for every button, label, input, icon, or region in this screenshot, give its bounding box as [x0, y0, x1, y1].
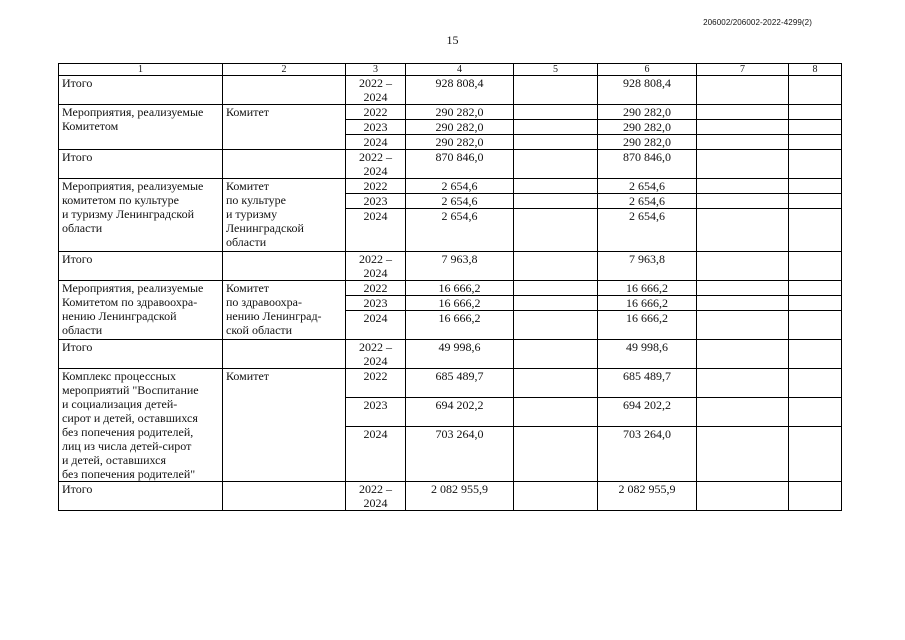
amount-cell: 2 654,6 — [598, 209, 697, 252]
empty-cell — [789, 340, 842, 369]
empty-cell — [697, 311, 789, 340]
empty-cell — [697, 76, 789, 105]
empty-cell — [697, 369, 789, 398]
empty-cell — [514, 296, 598, 311]
empty-cell — [514, 369, 598, 398]
empty-cell — [223, 252, 346, 281]
empty-cell — [223, 150, 346, 179]
empty-cell — [514, 194, 598, 209]
empty-cell — [223, 340, 346, 369]
amount-cell: 2 654,6 — [406, 194, 514, 209]
year-cell: 2022 — [346, 369, 406, 398]
year-cell: 2023 — [346, 194, 406, 209]
amount-cell: 290 282,0 — [406, 135, 514, 150]
period-cell: 2022 – 2024 — [346, 340, 406, 369]
period-cell: 2022 – 2024 — [346, 76, 406, 105]
amount-cell: 703 264,0 — [598, 427, 697, 482]
data-row — [59, 369, 842, 398]
empty-cell — [789, 281, 842, 296]
total-label: Итого — [59, 252, 223, 281]
column-header: 2 — [223, 64, 346, 76]
year-cell: 2023 — [346, 296, 406, 311]
empty-cell — [697, 427, 789, 482]
amount-cell: 290 282,0 — [406, 120, 514, 135]
empty-cell — [514, 179, 598, 194]
empty-cell — [789, 120, 842, 135]
amount-cell: 49 998,6 — [598, 340, 697, 369]
empty-cell — [514, 209, 598, 252]
amount-cell: 870 846,0 — [598, 150, 697, 179]
total-row — [59, 340, 842, 369]
activity-name: Мероприятия, реализуемые Комитетом по здравоохра- нению Ленинградской области — [59, 281, 223, 340]
amount-cell: 16 666,2 — [406, 296, 514, 311]
amount-cell: 694 202,2 — [598, 398, 697, 427]
amount-cell: 290 282,0 — [406, 105, 514, 120]
total-label: Итого — [59, 340, 223, 369]
empty-cell — [697, 296, 789, 311]
executor-name: Комитет — [223, 105, 346, 150]
empty-cell — [789, 150, 842, 179]
total-row — [59, 482, 842, 511]
empty-cell — [514, 252, 598, 281]
data-row — [59, 105, 842, 120]
empty-cell — [514, 427, 598, 482]
empty-cell — [697, 209, 789, 252]
amount-cell: 49 998,6 — [406, 340, 514, 369]
empty-cell — [697, 252, 789, 281]
amount-cell: 2 082 955,9 — [598, 482, 697, 511]
empty-cell — [697, 135, 789, 150]
period-cell: 2022 – 2024 — [346, 252, 406, 281]
empty-cell — [697, 398, 789, 427]
amount-cell: 290 282,0 — [598, 135, 697, 150]
document-id: 206002/206002-2022-4299(2) — [703, 18, 812, 27]
amount-cell: 16 666,2 — [406, 311, 514, 340]
year-cell: 2022 — [346, 179, 406, 194]
empty-cell — [789, 369, 842, 398]
column-header: 3 — [346, 64, 406, 76]
total-row — [59, 76, 842, 105]
column-header: 7 — [697, 64, 789, 76]
amount-cell: 2 654,6 — [406, 179, 514, 194]
empty-cell — [514, 150, 598, 179]
amount-cell: 703 264,0 — [406, 427, 514, 482]
empty-cell — [697, 281, 789, 296]
empty-cell — [789, 252, 842, 281]
period-cell: 2022 – 2024 — [346, 482, 406, 511]
empty-cell — [514, 76, 598, 105]
empty-cell — [789, 398, 842, 427]
column-header: 6 — [598, 64, 697, 76]
period-cell: 2022 – 2024 — [346, 150, 406, 179]
empty-cell — [514, 482, 598, 511]
total-row — [59, 150, 842, 179]
amount-cell: 2 654,6 — [598, 194, 697, 209]
empty-cell — [697, 120, 789, 135]
amount-cell: 16 666,2 — [406, 281, 514, 296]
data-row — [59, 179, 842, 194]
amount-cell: 685 489,7 — [406, 369, 514, 398]
empty-cell — [697, 105, 789, 120]
total-label: Итого — [59, 76, 223, 105]
amount-cell: 290 282,0 — [598, 120, 697, 135]
amount-cell: 2 654,6 — [598, 179, 697, 194]
amount-cell: 870 846,0 — [406, 150, 514, 179]
year-cell: 2024 — [346, 209, 406, 252]
empty-cell — [514, 105, 598, 120]
amount-cell: 16 666,2 — [598, 311, 697, 340]
empty-cell — [697, 482, 789, 511]
empty-cell — [514, 398, 598, 427]
year-cell: 2022 — [346, 281, 406, 296]
column-header: 8 — [789, 64, 842, 76]
empty-cell — [789, 209, 842, 252]
amount-cell: 685 489,7 — [598, 369, 697, 398]
year-cell: 2024 — [346, 311, 406, 340]
amount-cell: 16 666,2 — [598, 281, 697, 296]
amount-cell: 928 808,4 — [406, 76, 514, 105]
empty-cell — [789, 427, 842, 482]
amount-cell: 694 202,2 — [406, 398, 514, 427]
amount-cell: 290 282,0 — [598, 105, 697, 120]
empty-cell — [789, 76, 842, 105]
executor-name: Комитет по культуре и туризму Ленинградской области — [223, 179, 346, 252]
amount-cell: 16 666,2 — [598, 296, 697, 311]
year-cell: 2023 — [346, 120, 406, 135]
empty-cell — [514, 135, 598, 150]
empty-cell — [697, 179, 789, 194]
total-label: Итого — [59, 150, 223, 179]
column-number-row — [59, 64, 842, 76]
executor-name: Комитет по здравоохра- нению Ленинград- ской области — [223, 281, 346, 340]
executor-name: Комитет — [223, 369, 346, 482]
budget-table — [58, 63, 842, 511]
empty-cell — [223, 76, 346, 105]
total-label: Итого — [59, 482, 223, 511]
amount-cell: 928 808,4 — [598, 76, 697, 105]
amount-cell: 2 654,6 — [406, 209, 514, 252]
column-header: 1 — [59, 64, 223, 76]
empty-cell — [789, 296, 842, 311]
empty-cell — [697, 150, 789, 179]
empty-cell — [514, 120, 598, 135]
page-number: 15 — [446, 33, 459, 47]
column-header: 5 — [514, 64, 598, 76]
amount-cell: 2 082 955,9 — [406, 482, 514, 511]
activity-name: Комплекс процессных мероприятий "Воспитание и социализация детей- сирот и детей, оставшихся без попечения родителей, лиц из числа детей-сирот и детей, оставшихся без попечения родителей" — [59, 369, 223, 482]
activity-name: Мероприятия, реализуемые комитетом по культуре и туризму Ленинградской области — [59, 179, 223, 252]
empty-cell — [789, 105, 842, 120]
empty-cell — [514, 340, 598, 369]
amount-cell: 7 963,8 — [598, 252, 697, 281]
empty-cell — [789, 311, 842, 340]
empty-cell — [789, 194, 842, 209]
empty-cell — [223, 482, 346, 511]
empty-cell — [789, 179, 842, 194]
column-header: 4 — [406, 64, 514, 76]
empty-cell — [514, 281, 598, 296]
empty-cell — [514, 311, 598, 340]
empty-cell — [789, 135, 842, 150]
empty-cell — [789, 482, 842, 511]
total-row — [59, 252, 842, 281]
empty-cell — [697, 340, 789, 369]
year-cell: 2024 — [346, 427, 406, 482]
year-cell: 2024 — [346, 135, 406, 150]
year-cell: 2022 — [346, 105, 406, 120]
year-cell: 2023 — [346, 398, 406, 427]
amount-cell: 7 963,8 — [406, 252, 514, 281]
data-row — [59, 281, 842, 296]
empty-cell — [697, 194, 789, 209]
activity-name: Мероприятия, реализуемые Комитетом — [59, 105, 223, 150]
